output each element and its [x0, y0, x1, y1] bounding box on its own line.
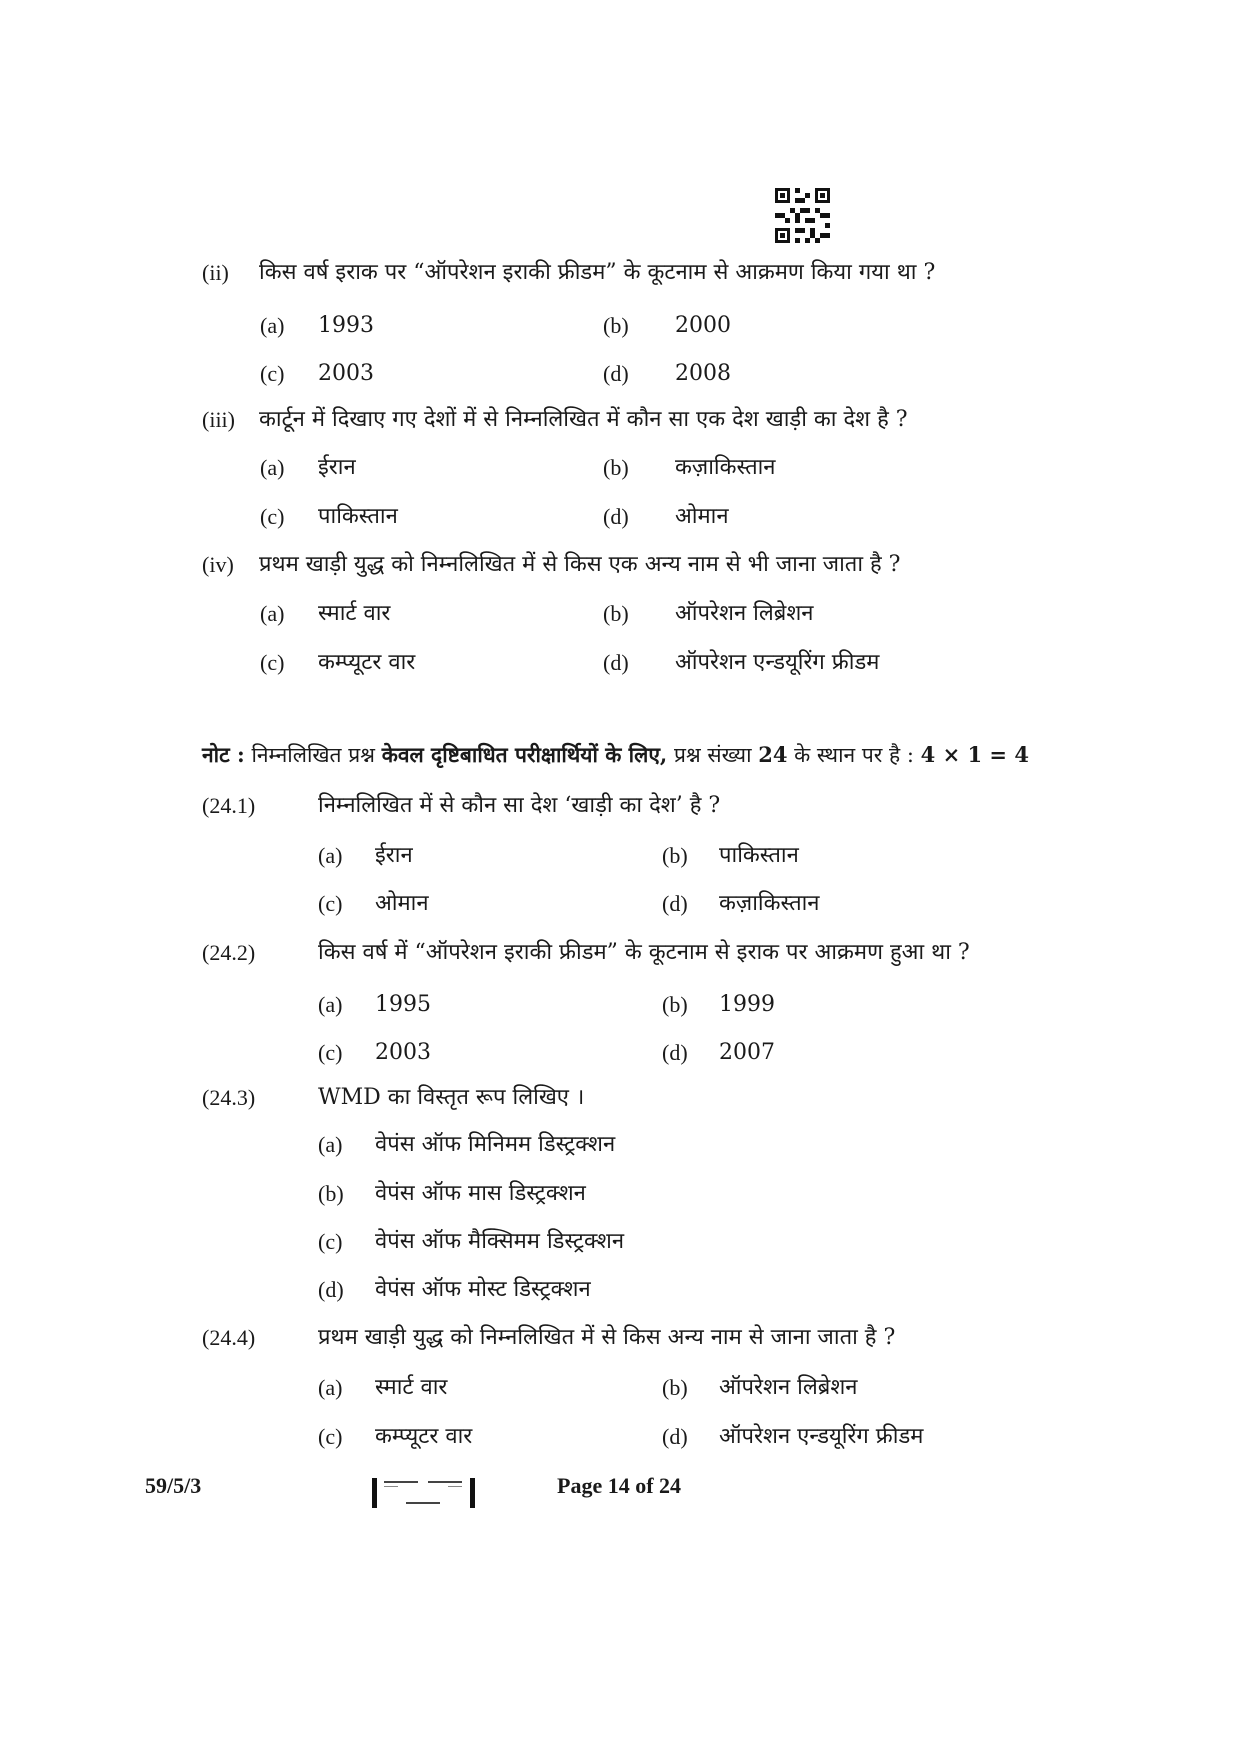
option-text: ऑपरेशन लिब्रेशन — [675, 601, 814, 626]
option-text: ऑपरेशन एन्डयूरिंग फ्रीडम — [675, 650, 880, 675]
note-marks: 4 × 1 = 4 — [920, 742, 1029, 767]
option-text: 1999 — [719, 992, 775, 1017]
option-label: (c) — [318, 1040, 343, 1065]
note-bold-text: केवल दृष्टिबाधित परीक्षार्थियों के लिए, — [381, 742, 668, 767]
option-label: (b) — [318, 1181, 344, 1206]
option-label: (b) — [603, 313, 629, 338]
question-number: (ii) — [202, 260, 229, 285]
question-text: निम्नलिखित में से कौन सा देश ‘खाड़ी का देश’ है ? — [318, 793, 721, 818]
option-text: कज़ाकिस्तान — [719, 891, 820, 916]
option-text: ईरान — [375, 843, 413, 868]
question-text: किस वर्ष में “ऑपरेशन इराकी फ्रीडम” के कूटनाम से इराक पर आक्रमण हुआ था ? — [318, 940, 970, 965]
option-label: (c) — [260, 504, 285, 529]
option-text: कज़ाकिस्तान — [675, 455, 776, 480]
option-text: 2007 — [719, 1040, 775, 1065]
note-line — [202, 744, 1029, 766]
option-text: ऑपरेशन लिब्रेशन — [719, 1375, 858, 1400]
note-text: प्रश्न संख्या — [673, 743, 752, 767]
question-number: (24.2) — [202, 940, 256, 965]
option-label: (b) — [662, 843, 688, 868]
question-text: प्रथम खाड़ी युद्ध को निम्नलिखित में से किस एक अन्य नाम से भी जाना जाता है ? — [259, 552, 901, 577]
qr-code-icon — [775, 188, 830, 243]
option-text: वेपंस ऑफ मास डिस्ट्रक्शन — [375, 1181, 586, 1206]
option-text: वेपंस ऑफ मिनिमम डिस्ट्रक्शन — [375, 1132, 616, 1157]
note-text: निम्नलिखित प्रश्न — [251, 743, 375, 767]
option-text: पाकिस्तान — [318, 504, 398, 529]
option-label: (d) — [662, 891, 688, 916]
option-label: (d) — [603, 504, 629, 529]
option-label: (d) — [662, 1424, 688, 1449]
option-text: स्मार्ट वार — [318, 601, 391, 626]
option-text: वेपंस ऑफ मोस्ट डिस्ट्रक्शन — [375, 1277, 591, 1302]
option-label: (d) — [603, 361, 629, 386]
question-number: (iii) — [202, 407, 235, 432]
question-number: (24.3) — [202, 1085, 256, 1110]
question-text: प्रथम खाड़ी युद्ध को निम्नलिखित में से किस अन्य नाम से जाना जाता है ? — [318, 1325, 896, 1350]
option-text: 1995 — [375, 992, 431, 1017]
option-text: ओमान — [375, 891, 429, 916]
option-label: (c) — [318, 1229, 343, 1254]
option-text: ईरान — [318, 455, 356, 480]
option-text: ओमान — [675, 504, 729, 529]
option-text: स्मार्ट वार — [375, 1375, 448, 1400]
page-number: Page 14 of 24 — [557, 1473, 682, 1498]
note-prefix: नोट : — [202, 742, 245, 767]
option-text: ऑपरेशन एन्डयूरिंग फ्रीडम — [719, 1424, 924, 1449]
option-label: (c) — [260, 361, 285, 386]
question-number: (iv) — [202, 552, 234, 577]
option-label: (c) — [318, 1424, 343, 1449]
option-label: (d) — [318, 1277, 344, 1302]
question-text: कार्टून में दिखाए गए देशों में से निम्नलिखित में कौन सा एक देश खाड़ी का देश है ? — [259, 407, 908, 432]
option-label: (a) — [260, 313, 285, 338]
note-text: के स्थान पर है : — [794, 743, 914, 767]
option-label: (c) — [260, 650, 285, 675]
paper-code: 59/5/3 — [145, 1473, 202, 1498]
option-text: वेपंस ऑफ मैक्सिमम डिस्ट्रक्शन — [375, 1229, 625, 1254]
option-label: (a) — [318, 992, 343, 1017]
option-text: कम्प्यूटर वार — [375, 1424, 473, 1449]
option-text: 2003 — [375, 1040, 431, 1065]
option-text: 1993 — [318, 313, 374, 338]
option-label: (a) — [260, 601, 285, 626]
option-label: (a) — [260, 455, 285, 480]
question-text: WMD का विस्तृत रूप लिखिए । — [318, 1085, 585, 1110]
option-label: (b) — [603, 455, 629, 480]
option-label: (a) — [318, 1375, 343, 1400]
option-label: (d) — [662, 1040, 688, 1065]
option-text: पाकिस्तान — [719, 843, 799, 868]
option-label: (b) — [662, 992, 688, 1017]
option-label: (a) — [318, 1132, 343, 1157]
option-label: (c) — [318, 891, 343, 916]
option-label: (d) — [603, 650, 629, 675]
barcode-icon — [372, 1478, 476, 1508]
question-text: किस वर्ष इराक पर “ऑपरेशन इराकी फ्रीडम” के कूटनाम से आक्रमण किया गया था ? — [259, 260, 936, 285]
option-text: 2003 — [318, 361, 374, 386]
option-label: (b) — [603, 601, 629, 626]
option-label: (a) — [318, 843, 343, 868]
option-text: 2000 — [675, 313, 731, 338]
option-text: कम्प्यूटर वार — [318, 650, 416, 675]
question-number: (24.4) — [202, 1325, 256, 1350]
option-text: 2008 — [675, 361, 731, 386]
option-label: (b) — [662, 1375, 688, 1400]
question-number: (24.1) — [202, 793, 256, 818]
note-question-number: 24 — [758, 742, 788, 767]
